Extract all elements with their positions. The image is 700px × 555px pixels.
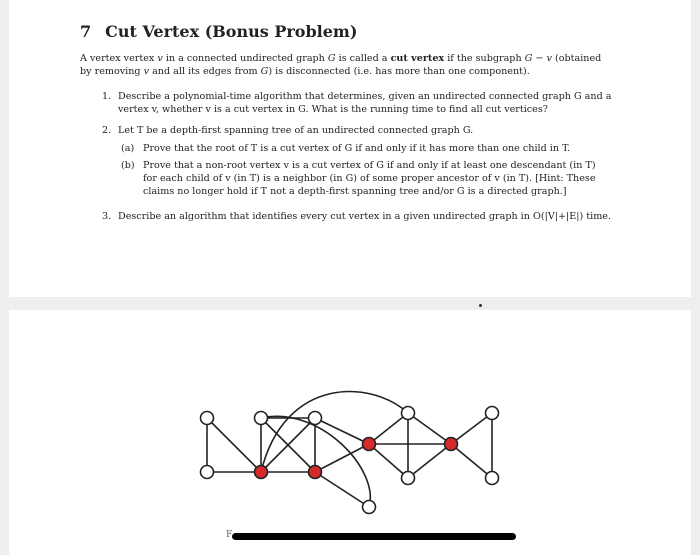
question-1-line-1: Describe a polynomial-time algorithm that determines, given an undirected connected graph G and a [118, 91, 612, 102]
section-title: Cut Vertex (Bonus Problem) [105, 22, 358, 41]
section-number: 7 [80, 22, 92, 41]
intro-line-2: by removing v and all its edges from G) is disconnected (i.e. has more than one component). [80, 66, 530, 77]
cut-vertex [255, 466, 268, 479]
graph-edge [207, 418, 261, 472]
graph-vertex [201, 466, 214, 479]
graph-vertex [486, 472, 499, 485]
cut-vertex [445, 438, 458, 451]
question-2b-line-2: for each child of v (in T) is a neighbor (in G) of some proper ancestor of v (in T). [Hint: These [143, 173, 596, 184]
question-3-marker: 3. [102, 211, 112, 222]
graph-edge [315, 472, 369, 507]
graph-edge [369, 444, 408, 478]
graph-edge [451, 444, 492, 478]
question-2a-marker: (a) [121, 143, 135, 154]
graph-edge [261, 392, 408, 472]
question-2b-marker: (b) [121, 160, 135, 171]
question-1-marker: 1. [102, 91, 112, 102]
graph-vertex [363, 501, 376, 514]
graph-vertex [486, 407, 499, 420]
graph-vertex [402, 407, 415, 420]
graph-edge [369, 413, 408, 444]
question-2b-line-1: Prove that a non-root vertex v is a cut vertex of G if and only if at least one descendant (in T) [143, 160, 596, 171]
question-2-line-1: Let T be a depth-first spanning tree of an undirected connected graph G. [118, 125, 474, 136]
question-1-line-2: vertex v, whether v is a cut vertex in G. What is the running time to find all cut vertices? [118, 104, 548, 115]
graph-vertices [201, 407, 499, 514]
question-2-marker: 2. [102, 125, 112, 136]
cut-vertex [309, 466, 322, 479]
graph-edge [408, 413, 451, 444]
cut-vertex [363, 438, 376, 451]
redaction-bar [232, 533, 516, 540]
question-3-line-1: Describe an algorithm that identifies every cut vertex in a given undirected graph in O(|V|+|E|) time. [118, 211, 612, 222]
question-2b-line-3: claims no longer hold if T not a depth-first spanning tree and/or G is a directed graph.] [143, 186, 567, 197]
graph-edge [408, 444, 451, 478]
graph-vertex [255, 412, 268, 425]
graph-vertex [402, 472, 415, 485]
graph-vertex [309, 412, 322, 425]
question-2a-line-1: Prove that the root of T is a cut vertex of G if and only if it has more than one child in T. [143, 143, 571, 154]
graph-edge [451, 413, 492, 444]
intro-line-1: A vertex vertex v in a connected undirected graph G is called a cut vertex if the subgraph G − v (obtained [80, 53, 602, 64]
graph-vertex [201, 412, 214, 425]
figure-caption-fragment: F [226, 530, 233, 540]
